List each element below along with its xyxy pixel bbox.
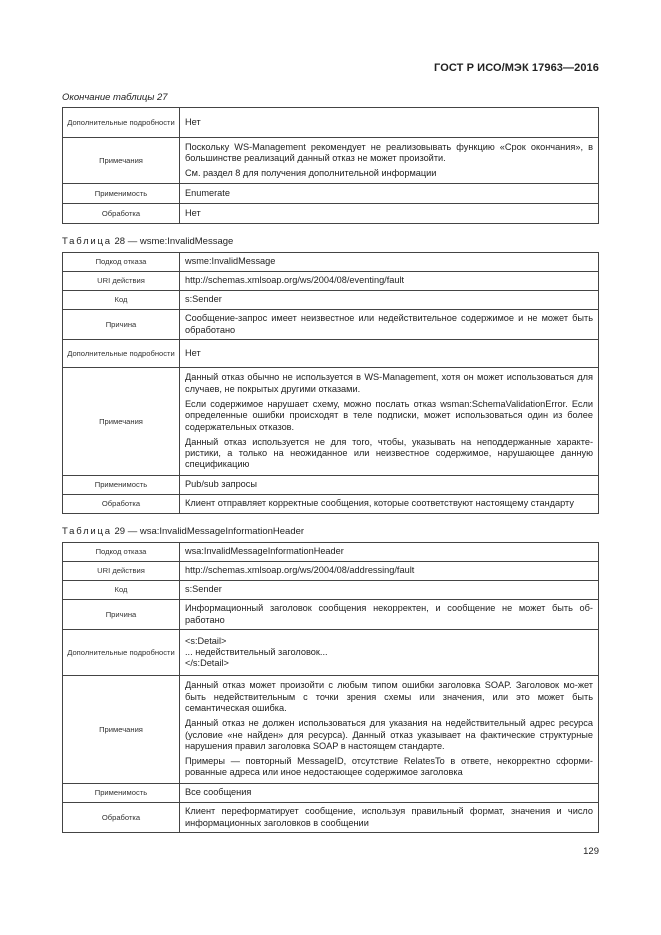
caption-title: 29 — wsa:InvalidMessageInformationHeader bbox=[114, 526, 305, 537]
row-value: Pub/sub запросы bbox=[180, 476, 599, 495]
row-value: s:Sender bbox=[180, 581, 599, 600]
table-29-caption bbox=[62, 526, 304, 537]
table-row bbox=[63, 253, 599, 272]
table-27 bbox=[62, 107, 599, 224]
row-key: Дополнительные подробности bbox=[63, 630, 180, 676]
row-key: Применимость bbox=[63, 784, 180, 803]
row-key: Обработка bbox=[63, 803, 180, 833]
note-paragraph: Поскольку WS-Management рекомендует не реализовывать функцию «Срок окончания», в большинстве реализаций данный отказ не может произойти. bbox=[185, 141, 593, 163]
row-value: Клиент отправляет корректные сообщения, которые соответствуют настоящему стандарту bbox=[180, 495, 599, 514]
table-row bbox=[63, 272, 599, 291]
row-value bbox=[180, 676, 599, 784]
table-29 bbox=[62, 542, 599, 833]
note-paragraph: Данный отказ может произойти с любым типом ошибки заголовка SOAP. Заголовок мо-жет быть недействительным с точки зрения схемы или значения, или это может быть семантическая ошибка. bbox=[185, 680, 593, 713]
table-row bbox=[63, 108, 599, 138]
row-key: URI действия bbox=[63, 272, 180, 291]
row-value: Нет bbox=[180, 204, 599, 224]
note-paragraph: Данный отказ обычно не используется в WS-Management, хотя он может использоваться для случаев, не покрытых другими отказами. bbox=[185, 372, 593, 394]
caption-title: 28 — wsme:InvalidMessage bbox=[114, 236, 234, 247]
row-value bbox=[180, 630, 599, 676]
row-key: Примечания bbox=[63, 676, 180, 784]
row-key: Дополнительные подробности bbox=[63, 108, 180, 138]
row-key: Примечания bbox=[63, 368, 180, 476]
table-row bbox=[63, 291, 599, 310]
row-value: Клиент переформатирует сообщение, используя правильный формат, значения и число информационных заголовков в сообщении bbox=[180, 803, 599, 833]
row-key: Дополнительные подробности bbox=[63, 340, 180, 368]
row-value: Сообщение-запрос имеет неизвестное или недействительное содержимое и не может быть обработано bbox=[180, 310, 599, 340]
detail-line: </s:Detail> bbox=[185, 658, 229, 669]
standard-designation: ГОСТ Р ИСО/МЭК 17963—2016 bbox=[434, 62, 599, 74]
table-row bbox=[63, 630, 599, 676]
row-value bbox=[180, 138, 599, 184]
row-key: URI действия bbox=[63, 562, 180, 581]
table-row bbox=[63, 495, 599, 514]
page-number: 129 bbox=[583, 846, 599, 857]
row-key: Причина bbox=[63, 310, 180, 340]
table-28 bbox=[62, 252, 599, 514]
row-value: Все сообщения bbox=[180, 784, 599, 803]
table-row bbox=[63, 184, 599, 204]
note-paragraph: Данный отказ не должен использоваться для указания на недействительный адрес ресурса (условие «не найден» для ресурса). Данный отказ указывает на фактические структурные нарушения правил заголовка SOAP в настоящем стандарте. bbox=[185, 718, 593, 751]
caption-prefix: Таблица bbox=[62, 526, 112, 537]
detail-line: ... недействительный заголовок... bbox=[185, 646, 328, 657]
table-row bbox=[63, 310, 599, 340]
table-row bbox=[63, 676, 599, 784]
row-key: Код bbox=[63, 291, 180, 310]
note-paragraph: Если содержимое нарушает схему, можно послать отказ wsman:SchemaValidationError. Если определенные ошибки происходят в теле подписки, может использоваться один из более содержательных отказов. bbox=[185, 398, 593, 432]
row-value: http://schemas.xmlsoap.org/ws/2004/08/addressing/fault bbox=[180, 562, 599, 581]
table-row bbox=[63, 138, 599, 184]
row-value: wsme:InvalidMessage bbox=[180, 253, 599, 272]
table-row bbox=[63, 784, 599, 803]
table-row bbox=[63, 562, 599, 581]
row-key: Обработка bbox=[63, 495, 180, 514]
row-value: http://schemas.xmlsoap.org/ws/2004/08/eventing/fault bbox=[180, 272, 599, 291]
row-value: Enumerate bbox=[180, 184, 599, 204]
row-value: Нет bbox=[180, 108, 599, 138]
table-row bbox=[63, 368, 599, 476]
table-row bbox=[63, 581, 599, 600]
row-key: Подкод отказа bbox=[63, 543, 180, 562]
table-row bbox=[63, 476, 599, 495]
detail-line: <s:Detail> bbox=[185, 635, 227, 646]
row-key: Причина bbox=[63, 600, 180, 630]
row-key: Применимость bbox=[63, 184, 180, 204]
table-row bbox=[63, 803, 599, 833]
table-row bbox=[63, 204, 599, 224]
row-value: wsa:InvalidMessageInformationHeader bbox=[180, 543, 599, 562]
row-key: Подкод отказа bbox=[63, 253, 180, 272]
note-paragraph: См. раздел 8 для получения дополнительной информации bbox=[185, 168, 437, 179]
row-key: Код bbox=[63, 581, 180, 600]
table-27-caption: Окончание таблицы 27 bbox=[62, 92, 168, 103]
row-key: Обработка bbox=[63, 204, 180, 224]
row-key: Применимость bbox=[63, 476, 180, 495]
table-row bbox=[63, 340, 599, 368]
table-28-caption bbox=[62, 236, 233, 247]
row-value: s:Sender bbox=[180, 291, 599, 310]
row-value bbox=[180, 368, 599, 476]
row-key: Примечания bbox=[63, 138, 180, 184]
caption-prefix: Таблица bbox=[62, 236, 112, 247]
table-row bbox=[63, 543, 599, 562]
row-value: Информационный заголовок сообщения некорректен, и сообщение не может быть об-работано bbox=[180, 600, 599, 630]
note-paragraph: Примеры — повторный MessageID, отсутствие RelatesTo в ответе, некорректно сформи-рованные адреса или иное недостающее содержимое заголовка bbox=[185, 756, 593, 778]
note-paragraph: Данный отказ используется не для того, чтобы, указывать на неподдержанные характе-ристики, а только на неожиданное или неизвестное содержимое, нарушающее данную спецификацию bbox=[185, 436, 593, 470]
row-value: Нет bbox=[180, 340, 599, 368]
table-row bbox=[63, 600, 599, 630]
